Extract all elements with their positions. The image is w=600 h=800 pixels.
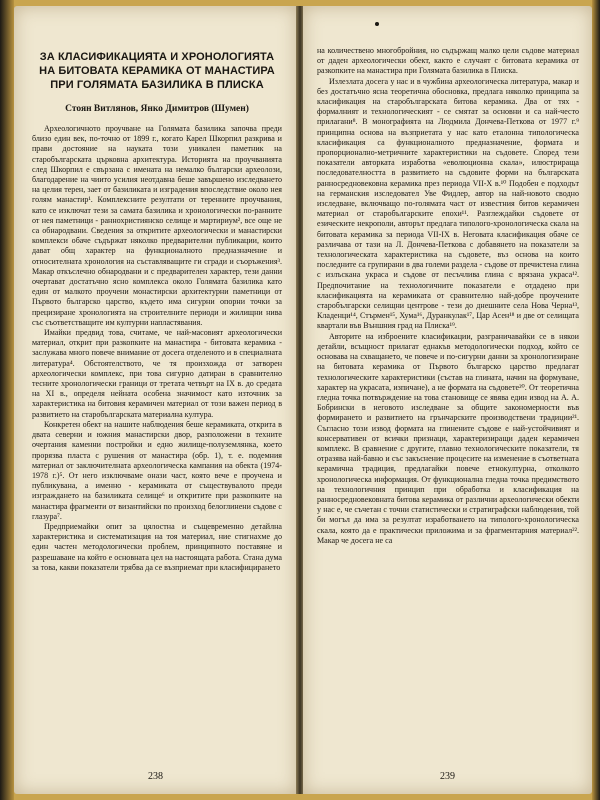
left-page-edge <box>0 0 14 800</box>
paragraph: Археологичното проучване на Голямата базилика започва преди близо един век, по-точно от 1899 г., когато Карел Шкорпил разкрива и прави достояние на науката този уникален паметник на старобългарската църковна архитектура. Историята на проучванията след Шкорпил е свързана с имената на немалко български археолози, благодарение на чиито усилия неотдавна беше завършено изследването на целия терен, зает от базиликата и изградения впоследствие около нея голям манастир¹. Комплексните резултати от теренните проучвания, като се изключат тези за самата базилика и хронологически по-ранните от нея паметници - раннохристиянско селище и мартириум², все още не са обнародвани. Сведения за откритите археологически и манастирски комплекси обаче съдържат няколко предварителни публикации, които дават общ характер на функционалното предназначение и относителната хронология на съставляващите ги сгради и съоръжения³. Макар откъслечно обнародвани и с предварителен характер, тези данни очертават достатъчно ясно комплекса около Голямата базилика като един от малкото проучени монастирски архитектурни паметници от Първото българско царство, където има сигурни опорни точки за прецизиране хронологията на строителните периоди и жилищни нива със съответстващите им културни напластявания. <box>32 124 282 327</box>
left-page-content <box>32 44 282 573</box>
article-authors: Стоян Витлянов, Янко Димитров (Шумен) <box>65 104 249 114</box>
paragraph: Авторите на изброените класификации, разграничавайки се в някои детайли, всъщност прилагат еднакъв методологически подход, който се основава на схващането, че повече и по-сигурни данни за хронологизиране на битовата керамика от Първото българско царство предлагат технологическите характеристики (състав на глината, начин на формуване, характер на украсата, изпичане), а не формата на съдовете²⁰. От теоретична гледна точка потвърждение на това становище се явява един извод на А. А. Бобрински в неговото изследване за общите закономерности във формирането и развитието на грънчарските производствени традиции²¹. Съгласно този извод формата на глинените съдове е най-устойчивият и консервативен от всички признаци, характеризиращи даден керамичен комплекс. В сравнение с другите, главно технологическите показатели, тя отразява най-бавно и със закъснение процесите на изменение в съответната керамична традиция, предлагайки повече етнокултурна, отколкото хронологическа информация. От функционална гледна точка предимството на технологичния принцип при обработка и класификация на ранносредновековната битова керамика от различни археологически обекти у нас е, че съчетан с точни статистически и стратиграфски наблюдения, той би могъл да има за резултат изработването на типолого-хронологическа скала, която да е практически приложима и за фрагментарния материал²². Макар че досега не са <box>317 331 579 545</box>
left-page <box>14 6 297 794</box>
right-page-edge <box>592 0 600 800</box>
right-page-body <box>317 46 579 546</box>
right-page <box>303 6 592 794</box>
article-title: ЗА КЛАСИФИКАЦИЯТА И ХРОНОЛОГИЯТА НА БИТОВАТА КЕРАМИКА ОТ МАНАСТИРА ПРИ ГОЛЯМАТА БАЗИЛИКА В ПЛИСКА <box>39 51 275 91</box>
ink-dot <box>375 22 379 26</box>
left-page-body <box>32 124 282 573</box>
paragraph: Предприемайки опит за цялостна и същевременно детайлна характеристика и систематизация на тоя материал, ние стигнахме до един частен методологически проблем, принципното поставяне и разрешаване на който е основната цел на настоящата работа. Стана дума за това, какви показатели трябва да се възприемат при класифицирането <box>32 521 282 572</box>
page-number-right: 239 <box>440 771 455 782</box>
paragraph: Конкретен обект на нашите наблюдения беше керамиката, открита в двата северни и южния манастирски двор, разположени в техните очертания каменни постройки и едно жилище-полуземлянка, което прорязва пласта с рушения от манастира (обр. 1), т. е. подемния материал от заключителната археологическа кампания на обекта (1974-1978 г.)⁵. От него изключваме онази част, която вече е проучена и публикувана, а именно - керамиката от съществувалото преди изграждането на базиликата селище⁶ и откритите при разкопките на манастира фрагменти от византийски по произход белоглинени съдове с глазура⁷. <box>32 419 282 521</box>
paragraph: Имайки предвид това, считаме, че най-масовият археологически материал, открит при разкопките на манастира - битовата керамика - заслужава много повече внимание от досега отделеното и в специалната литература⁴. Обстоятелството, че тя произхожда от затворен археологически комплекс, при това сигурно датиран в сравнително тесните хронологически граници от третата четвърт на IX в. до средата на XI в., определя нейната особена значимост като източник за характеристика на битовия керамичен материал от този важен период в развитието на старобългарската материална култура. <box>32 328 282 419</box>
paragraph: на количествено многобройния, но съдържащ малко цели съдове материал от даден археологически обект, както е случаят с битовата керамика от разкопките на манастира при Голямата базилика в Плиска. <box>317 46 579 76</box>
page-number-left: 238 <box>148 771 163 782</box>
right-page-content <box>317 46 579 546</box>
paragraph: Излезлата досега у нас и в чужбина археологическа литература, макар и без достатъчно ясна теоретична обосновка, предлага няколко принципа за класификация на старобългарската битова керамика. Два от тях - формалният и технологическият - се смятат за основни и са най-често прилагани⁸. В монографията на Людмила Дончева-Петкова от 1977 г.⁹ принципна основа на възприетата у нас като еталонна типологическа класификация са функционалното предназначение, формата и пропорционално-метричните характеристики на съдовете. Според тези показатели авторката изработва «еволюционна скала», илюстрираща последователността в развитието на съдовите форми на българската ранносредновековна керамика през периода VII-X в.¹⁰ Подобен е подходът на германския изследовател Уве Фидлер, автор на най-новото сводно изследване, включващо по-голямата част от известния битов керамичен материал от старобългарските епохи¹¹. Разглеждайки съдовете от езическите некрополи, авторът предлага типолого-хронологическа скала на битовата керамика за периода VII-IX в. Неговата класификация обаче се различава от тази на Л. Дончева-Петкова с добавянето на показатели за технологическата характеристика на съдовете, въз основа на които последните са групирани в два големи раздела - съдове от пречистена глина с излъскана украса и съдове от песъчлива глина с врязана украса¹². Предпочитание на технологичните показатели е отдадено при класификацията на керамиката от сравнително най-добре проучените старобългарски селищни центрове - тези до днешните села Нова Черна¹³, Кладенци¹⁴, Стърмен¹⁵, Хума¹⁶, Дуранкулак¹⁷, Цар Асен¹⁸ и две от селищата квартали във Външния град на Плиска¹⁹. <box>317 76 579 331</box>
